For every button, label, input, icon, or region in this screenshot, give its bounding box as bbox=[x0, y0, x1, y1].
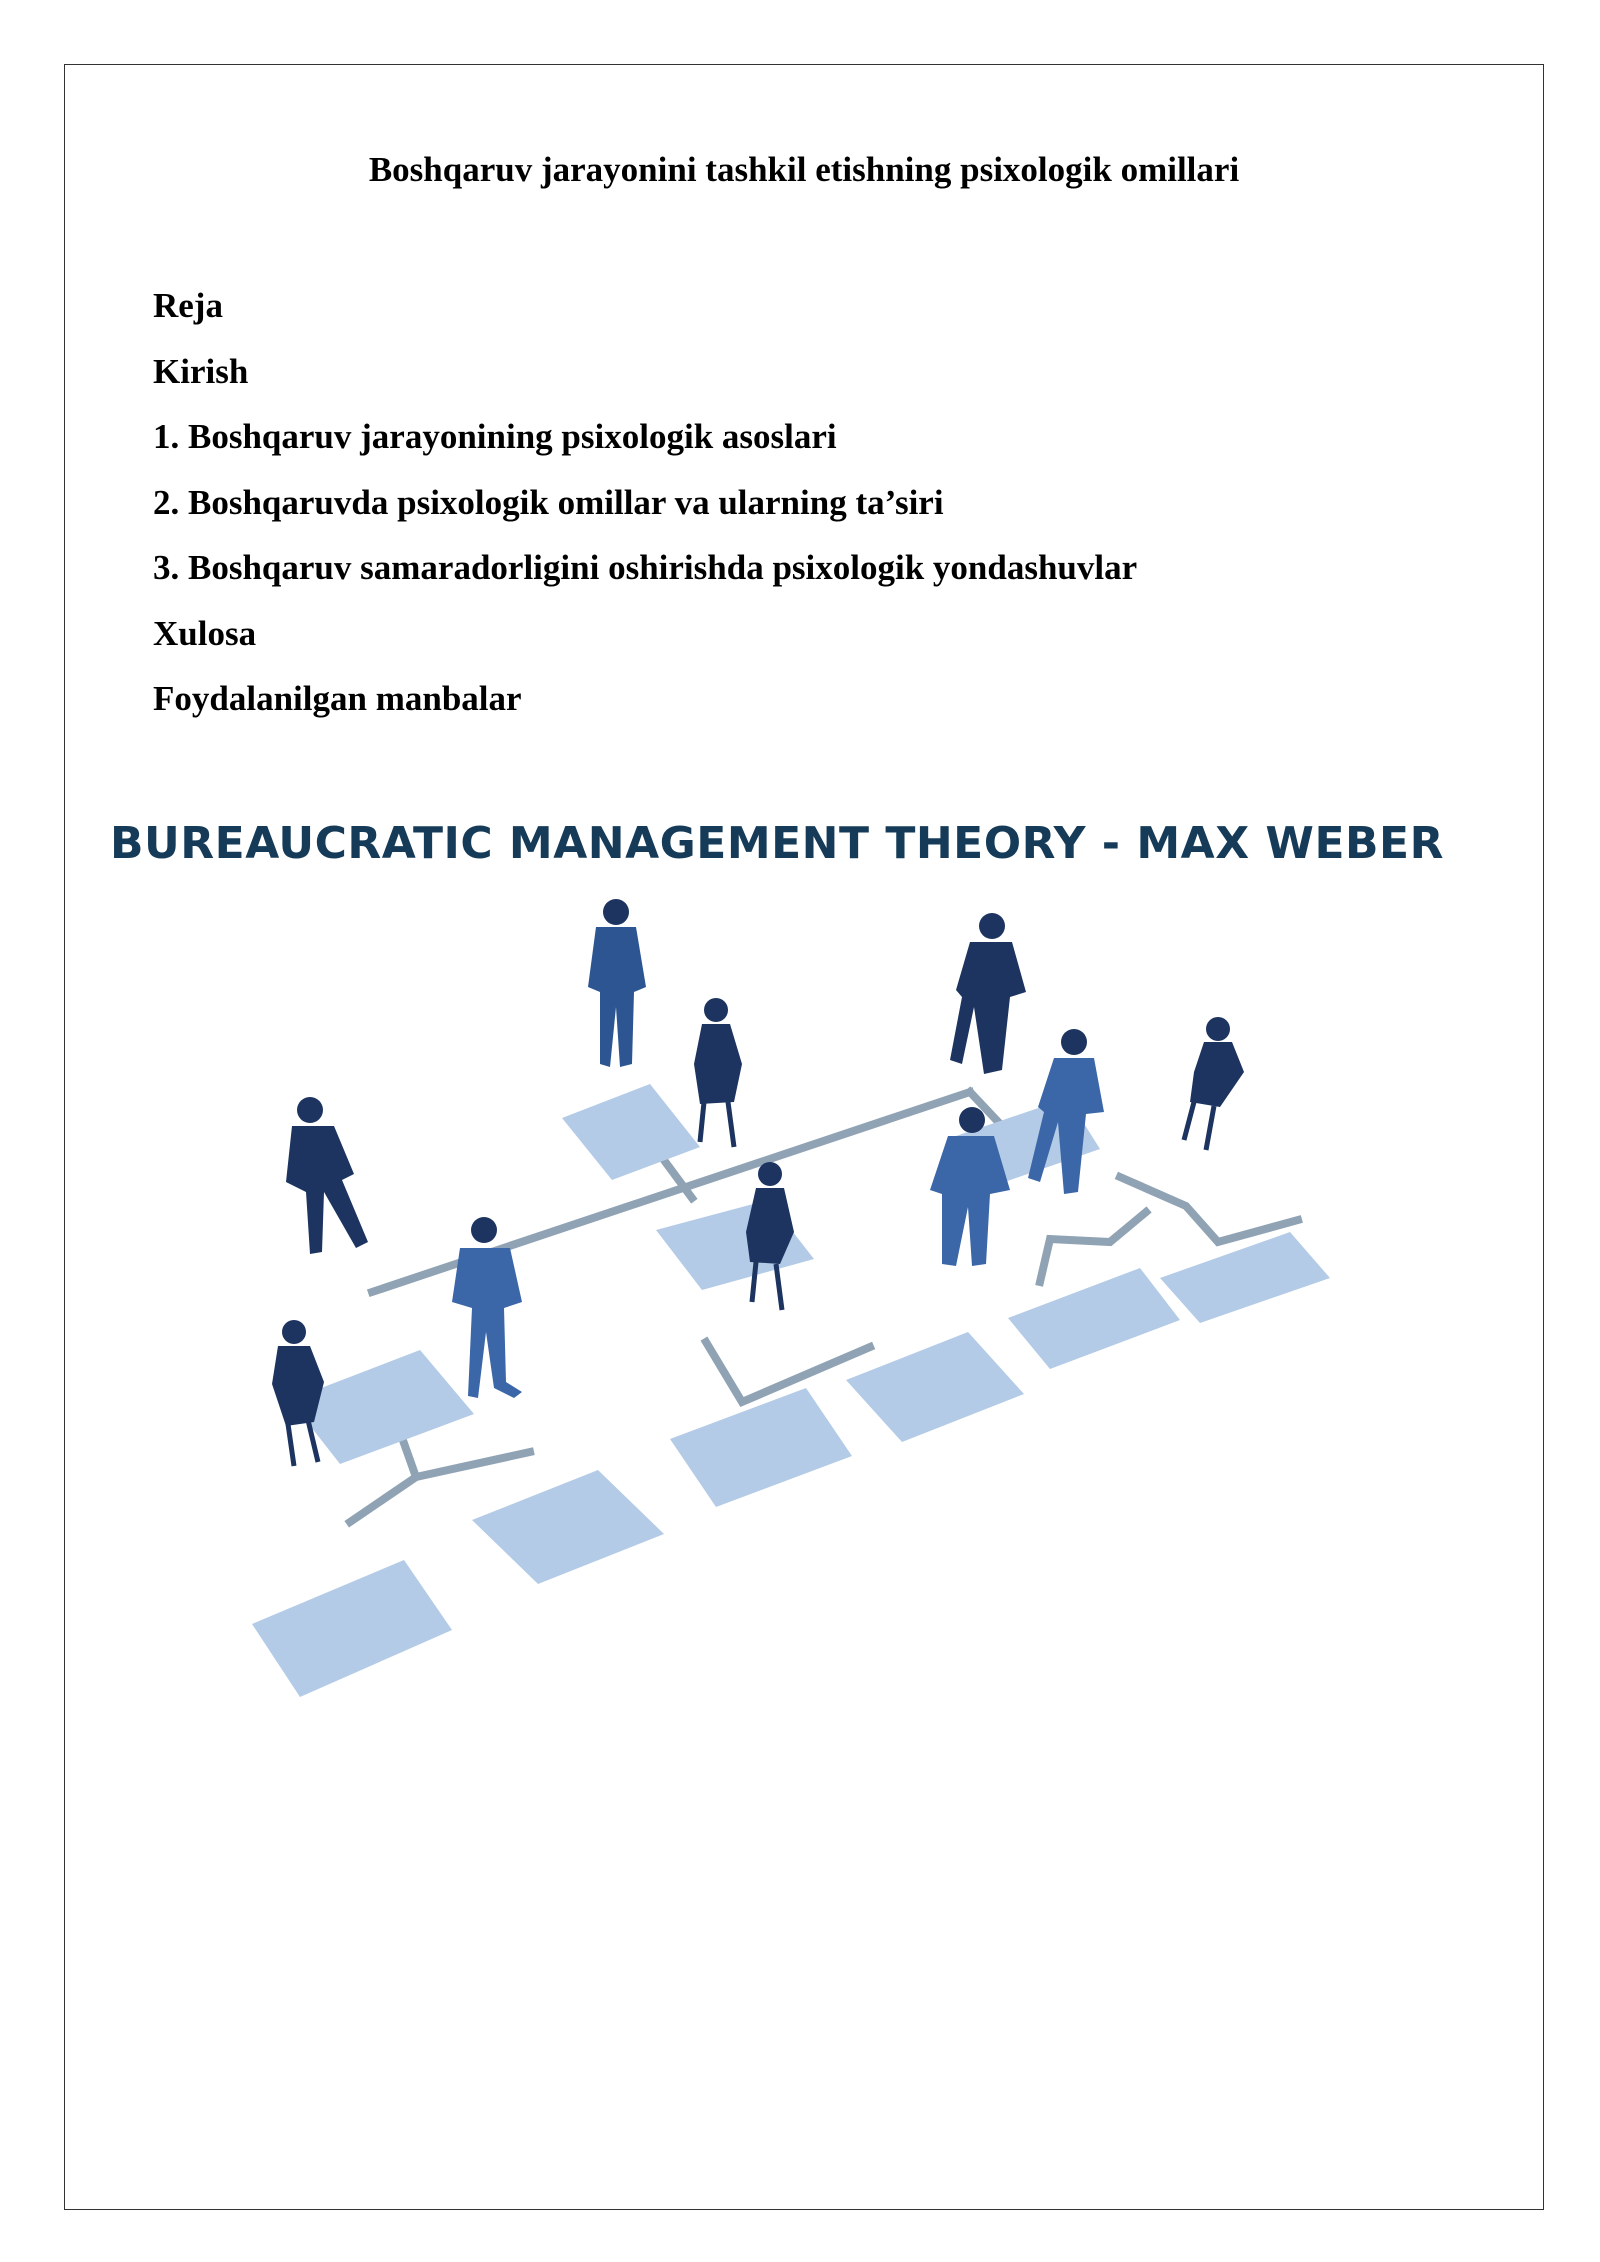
plan-heading: Reja bbox=[153, 286, 223, 325]
plan-item-introduction: Kirish bbox=[153, 351, 249, 391]
plan-item-1: 1. Boshqaruv jarayonining psixologik asoslari bbox=[153, 417, 837, 456]
org-chart-illustration-icon bbox=[110, 802, 1444, 1742]
figure-title: BUREAUCRATIC MANAGEMENT THEORY - MAX WEBER bbox=[110, 818, 1444, 869]
org-chart-figure bbox=[110, 802, 1444, 1742]
plan-item-3: 3. Boshqaruv samaradorligini oshirishda psixologik yondashuvlar bbox=[153, 548, 1138, 587]
plan-list bbox=[153, 277, 1473, 736]
plan-item-2: 2. Boshqaruvda psixologik omillar va ularning ta’siri bbox=[153, 482, 944, 522]
plan-item-conclusion: Xulosa bbox=[153, 613, 257, 653]
plan-item-references: Foydalanilgan manbalar bbox=[153, 679, 522, 718]
document-title: Boshqaruv jarayonini tashkil etishning psixologik omillari bbox=[368, 150, 1240, 189]
